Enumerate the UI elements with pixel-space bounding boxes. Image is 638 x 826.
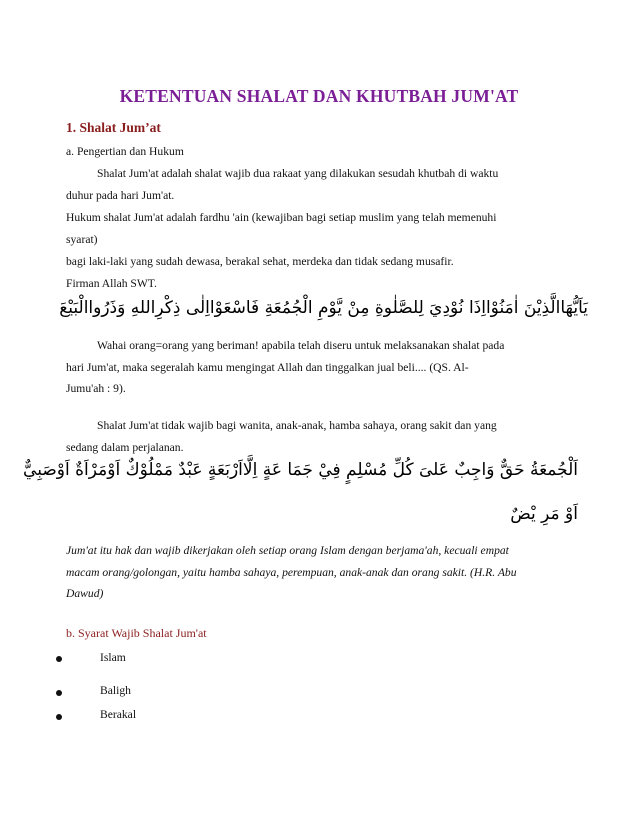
list-item-islam: Islam	[100, 651, 126, 664]
firman-allah: Firman Allah SWT.	[66, 277, 157, 290]
hadith-translation-line3: Dawud)	[66, 587, 104, 600]
document-title: KETENTUAN SHALAT DAN KHUTBAH JUM'AT	[119, 86, 519, 106]
para-definition-line1: Shalat Jum'at adalah shalat wajib dua rakaat yang dilakukan sesudah khutbah di waktu	[97, 167, 499, 180]
section-heading-shalat-jumat: 1. Shalat Jum’at	[66, 120, 161, 135]
verse-translation-line3: Jumu'ah : 9).	[66, 382, 126, 395]
hadith-translation-line1: Jum'at itu hak dan wajib dikerjakan oleh setiap orang Islam dengan berjama'ah, kecuali empat	[66, 544, 509, 557]
hadith-arabic-line2: اَوْ مَرِ يْضٌ	[510, 504, 578, 524]
subheading-syarat-wajib: b. Syarat Wajib Shalat Jum'at	[66, 626, 207, 640]
para-hukum-line1: Hukum shalat Jum'at adalah fardhu 'ain (kewajiban bagi setiap muslim yang telah memenuhi	[66, 211, 497, 224]
bullet-icon	[56, 656, 62, 662]
verse-translation-line2: hari Jum'at, maka segeralah kamu mengingat Allah dan tinggalkan jual beli.... (QS. Al-	[66, 361, 469, 374]
hadith-translation-line2: macam orang/golongan, yaitu hamba sahaya, perempuan, anak-anak dan orang sakit. (H.R. Abu	[66, 566, 517, 579]
para-syarat: bagi laki-laki yang sudah dewasa, berakal sehat, merdeka dan tidak sedang musafir.	[66, 255, 454, 268]
bullet-icon	[56, 690, 62, 696]
para-definition-line2: duhur pada hari Jum'at.	[66, 189, 175, 202]
para-not-obligatory-line2: sedang dalam perjalanan.	[66, 441, 184, 454]
verse-translation-line1: Wahai orang=orang yang beriman! apabila telah diseru untuk melaksanakan shalat pada	[97, 339, 505, 352]
bullet-icon	[56, 714, 62, 720]
para-not-obligatory-line1: Shalat Jum'at tidak wajib bagi wanita, anak-anak, hamba sahaya, orang sakit dan yang	[97, 419, 497, 432]
para-hukum-line2: syarat)	[66, 233, 98, 246]
list-item-berakal: Berakal	[100, 708, 137, 721]
subheading-pengertian: a. Pengertian dan Hukum	[66, 145, 184, 158]
hadith-arabic-line1: اَلْجُمعَةُ حَقٌّ وَاجِبٌ عَلىَ كُلِّ مُسْلِمٍ فِيْ جَمَا عَةٍ اِلَّااَرْبَعَةٍ عَبْدٌ مَمْلُوْكٌ اَوْمَرْاَةٌ اَوْصَبِيٌّ	[23, 460, 578, 480]
quran-verse-arabic: يَاَيُّهَاالَّذِيْنَ اٰمَنُوْااِذَا نُوْدِيَ لِلصَّلٰوةِ مِنْ يَّوْمِ الْجُمُعَةِ فَاسْعَوْااِلٰى ذِكْرِاللهِ وَذَرُواالْبَيْعَ	[59, 298, 588, 318]
list-item-baligh: Baligh	[100, 684, 131, 697]
